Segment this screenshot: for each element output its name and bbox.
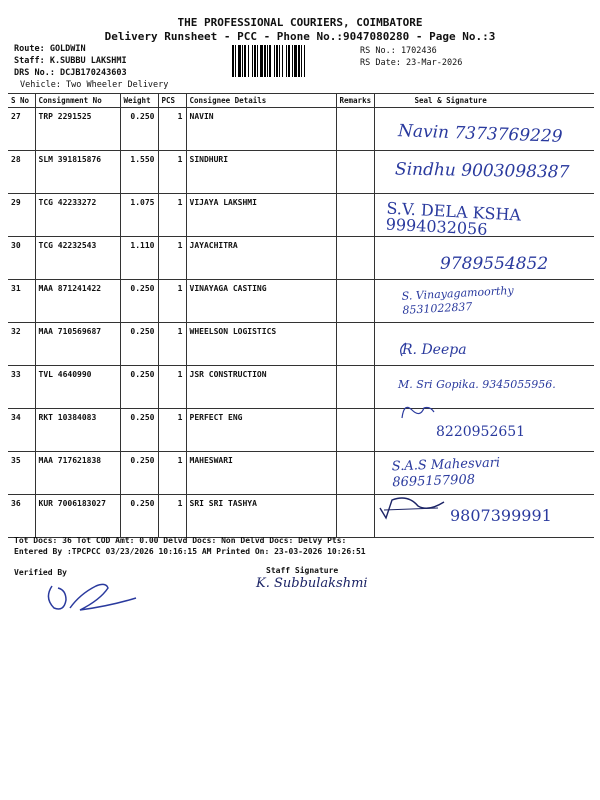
cell-pcs: 1	[158, 495, 186, 538]
cell-remarks	[336, 151, 374, 194]
cell-consignment-no: MAA 871241422	[35, 280, 120, 323]
col-header-pcs: PCS	[158, 94, 186, 108]
cell-weight: 1.110	[120, 237, 158, 280]
cell-sno: 31	[8, 280, 35, 323]
cell-consignee: PERFECT ENG	[186, 409, 336, 452]
cell-consignment-no: KUR 7006183027	[35, 495, 120, 538]
cell-weight: 1.075	[120, 194, 158, 237]
cell-sno: 36	[8, 495, 35, 538]
staff-signature-label: Staff Signature	[266, 566, 339, 575]
verified-by-signature	[40, 576, 150, 616]
cell-consignee: JSR CONSTRUCTION	[186, 366, 336, 409]
signature-34: 8220952651	[436, 424, 526, 440]
cell-weight: 0.250	[120, 280, 158, 323]
route-label: Route: GOLDWIN	[14, 44, 86, 54]
cell-weight: 0.250	[120, 108, 158, 151]
cell-consignee: WHEELSON LOGISTICS	[186, 323, 336, 366]
cell-sno: 35	[8, 452, 35, 495]
cell-consignment-no: TCG 42233272	[35, 194, 120, 237]
vehicle-label: Vehicle: Two Wheeler Delivery	[20, 80, 169, 90]
col-header-signature: Seal & Signature	[374, 94, 594, 108]
cell-remarks	[336, 323, 374, 366]
cell-pcs: 1	[158, 194, 186, 237]
cell-pcs: 1	[158, 323, 186, 366]
cell-remarks	[336, 409, 374, 452]
cell-sno: 29	[8, 194, 35, 237]
rs-number: RS No.: 1702436	[360, 46, 437, 56]
signature-36-scrawl	[378, 496, 448, 522]
signature-29: S.V. DELA KSHA 9994032056	[385, 198, 522, 239]
signature-36: 9807399991	[450, 506, 552, 525]
cell-weight: 1.550	[120, 151, 158, 194]
col-header-sno: S No	[8, 94, 35, 108]
cell-remarks	[336, 280, 374, 323]
cell-consignee: VINAYAGA CASTING	[186, 280, 336, 323]
verified-by-label: Verified By	[14, 568, 67, 577]
barcode-image	[232, 45, 354, 77]
cell-pcs: 1	[158, 237, 186, 280]
cell-pcs: 1	[158, 280, 186, 323]
cell-consignment-no: RKT 10384083	[35, 409, 120, 452]
entered-by-line: Entered By :TPCPCC 03/23/2026 10:16:15 AM Printed On: 23-03-2026 10:26:51	[14, 547, 366, 556]
signature-35: S.A.S Mahesvari 8695157908	[391, 455, 501, 491]
table-header-row	[8, 94, 594, 108]
cell-sno: 27	[8, 108, 35, 151]
signature-31: S. Vinayagamoorthy 8531022837	[401, 283, 514, 317]
signature-32: R. Deepa	[402, 342, 467, 358]
signature-33: M. Sri Gopika. 9345055956.	[398, 378, 556, 391]
cell-weight: 0.250	[120, 452, 158, 495]
cell-pcs: 1	[158, 151, 186, 194]
cell-sno: 30	[8, 237, 35, 280]
cell-consignee: SRI SRI TASHYA	[186, 495, 336, 538]
cell-consignee: NAVIN	[186, 108, 336, 151]
cell-remarks	[336, 495, 374, 538]
totals-line: Tot Docs: 36 Tot COD Amt: 0.00 Delvd Docs: Non Delvd Docs: Delvy Pts:	[14, 536, 347, 545]
cell-weight: 0.250	[120, 409, 158, 452]
col-header-weight: Weight	[120, 94, 158, 108]
cell-consignment-no: SLM 391815876	[35, 151, 120, 194]
staff-label: Staff: K.SUBBU LAKSHMI	[14, 56, 127, 66]
cell-pcs: 1	[158, 409, 186, 452]
cell-sno: 32	[8, 323, 35, 366]
cell-consignment-no: MAA 710569687	[35, 323, 120, 366]
cell-remarks	[336, 452, 374, 495]
signature-32-scrawl	[398, 342, 408, 358]
cell-weight: 0.250	[120, 366, 158, 409]
cell-consignment-no: MAA 717621838	[35, 452, 120, 495]
cell-consignee: VIJAYA LAKSHMI	[186, 194, 336, 237]
rs-date: RS Date: 23-Mar-2026	[360, 58, 463, 68]
staff-signature: K. Subbulakshmi	[256, 576, 368, 591]
col-header-consignee: Consignee Details	[186, 94, 336, 108]
signature-27: Navin 7373769229	[397, 121, 563, 147]
cell-remarks	[336, 108, 374, 151]
signature-30: 9789554852	[440, 254, 549, 274]
col-header-remarks: Remarks	[336, 94, 374, 108]
cell-remarks	[336, 366, 374, 409]
company-title: THE PROFESSIONAL COURIERS, COIMBATORE	[177, 16, 423, 29]
cell-pcs: 1	[158, 366, 186, 409]
cell-remarks	[336, 194, 374, 237]
cell-remarks	[336, 237, 374, 280]
cell-consignment-no: TRP 2291525	[35, 108, 120, 151]
cell-consignment-no: TCG 42232543	[35, 237, 120, 280]
cell-pcs: 1	[158, 108, 186, 151]
cell-weight: 0.250	[120, 495, 158, 538]
signature-28: Sindhu 9003098387	[394, 159, 570, 183]
runsheet-subtitle: Delivery Runsheet - PCC - Phone No.:9047080280 - Page No.:3	[104, 30, 496, 43]
cell-consignee: JAYACHITRA	[186, 237, 336, 280]
cell-pcs: 1	[158, 452, 186, 495]
drs-label: DRS No.: DCJB170243603	[14, 68, 127, 78]
cell-weight: 0.250	[120, 323, 158, 366]
cell-sno: 28	[8, 151, 35, 194]
cell-sno: 34	[8, 409, 35, 452]
cell-consignment-no: TVL 4640990	[35, 366, 120, 409]
col-header-consignment: Consignment No	[35, 94, 120, 108]
cell-sno: 33	[8, 366, 35, 409]
cell-consignee: MAHESWARI	[186, 452, 336, 495]
cell-consignee: SINDHURI	[186, 151, 336, 194]
signature-34-scrawl	[398, 398, 438, 422]
table-row	[8, 323, 594, 366]
